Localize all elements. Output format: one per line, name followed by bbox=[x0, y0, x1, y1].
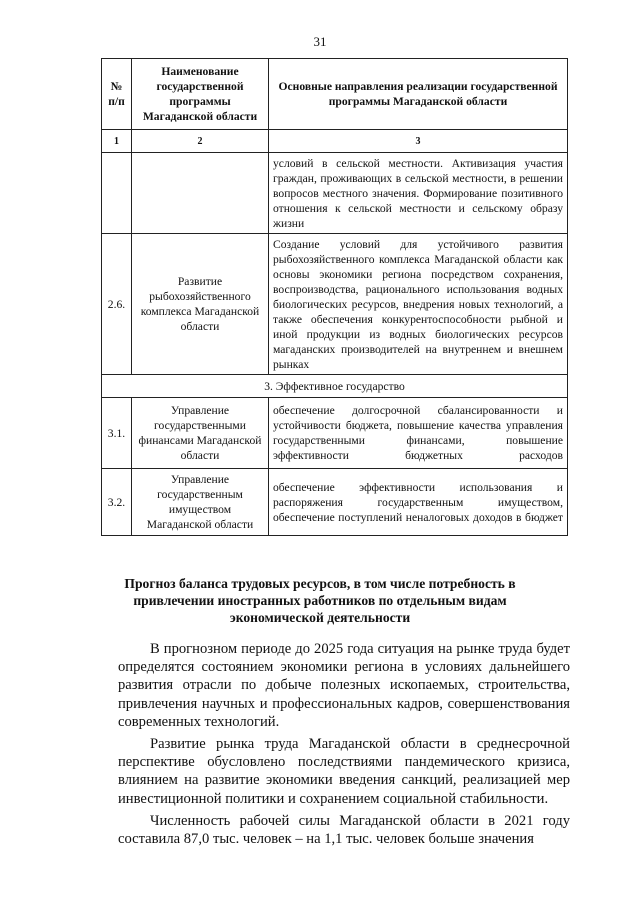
table-row bbox=[102, 398, 568, 469]
column-number: 1 bbox=[102, 130, 132, 153]
table-header-row bbox=[102, 59, 568, 130]
table-row bbox=[102, 153, 568, 234]
continuation-cell: условий в сельской местности. Активизация участия граждан, проживающих в сельской местности, в решении вопросов местного значения. Формирование позитивного отношения к сельской местности и сельскому образу жизни bbox=[269, 153, 568, 234]
program-directions: Создание условий для устойчивого развития рыбохозяйственного комплекса Магаданской области как основы экономики региона посредством сохранения, воспроизводства, рационального использования водных биологических ресурсов, внедрения новых технологий, а также обеспечения конкурентоспособности рыбной и иной продукции из водных биологических ресурсов магаданских производителей на внутреннем и внешнем рынках bbox=[269, 234, 568, 375]
section-heading: Прогноз баланса трудовых ресурсов, в том числе потребность в привлечении иностранных работников по отдельным видам экономической деятельности bbox=[124, 576, 516, 625]
program-directions: обеспечение долгосрочной сбалансированности и устойчивости бюджета, повышение качества управления государственными финансами, повышение эффективности бюджетных расходов bbox=[269, 398, 568, 469]
column-number: 3 bbox=[269, 130, 568, 153]
header-num: № п/п bbox=[102, 59, 132, 130]
paragraph: Численность рабочей силы Магаданской области в 2021 году составила 87,0 тыс. человек – на 1,1 тыс. человек больше значения bbox=[118, 812, 570, 848]
row-number: 3.1. bbox=[102, 398, 132, 469]
header-program-name: Наименование государственной программы Магаданской области bbox=[132, 59, 269, 130]
program-name: Управление государственными финансами Магаданской области bbox=[132, 398, 269, 469]
page-number: 31 bbox=[313, 34, 327, 49]
table-row bbox=[102, 469, 568, 536]
program-directions: обеспечение эффективности использования и распоряжения государственным имуществом, обеспечение поступлений неналоговых доходов в бюджет bbox=[269, 469, 568, 536]
section-title: 3. Эффективное государство bbox=[102, 375, 568, 398]
body-text bbox=[118, 640, 570, 848]
program-name: Развитие рыбохозяйственного комплекса Магаданской области bbox=[132, 234, 269, 375]
column-number-row bbox=[102, 130, 568, 153]
header-directions: Основные направления реализации государственной программы Магаданской области bbox=[269, 59, 568, 130]
column-number: 2 bbox=[132, 130, 269, 153]
paragraph: Развитие рынка труда Магаданской области в среднесрочной перспективе обусловлено последствиями пандемического кризиса, влиянием на развитие экономики введения санкций, реализацией мер инвестиционной политики и сохранением социальной стабильности. bbox=[118, 736, 570, 807]
section-row bbox=[102, 375, 568, 398]
row-number: 3.2. bbox=[102, 469, 132, 536]
program-name: Управление государственным имуществом Магаданской области bbox=[132, 469, 269, 536]
row-number: 2.6. bbox=[102, 234, 132, 375]
table-row bbox=[102, 234, 568, 375]
paragraph: В прогнозном периоде до 2025 года ситуация на рынке труда будет определятся состоянием экономики региона в условиях дальнейшего развития отрасли по добыче полезных ископаемых, строительства, привлечения научных и профессиональных кадров, совершенствования современных технологий. bbox=[118, 641, 570, 730]
programs-table bbox=[101, 58, 568, 536]
